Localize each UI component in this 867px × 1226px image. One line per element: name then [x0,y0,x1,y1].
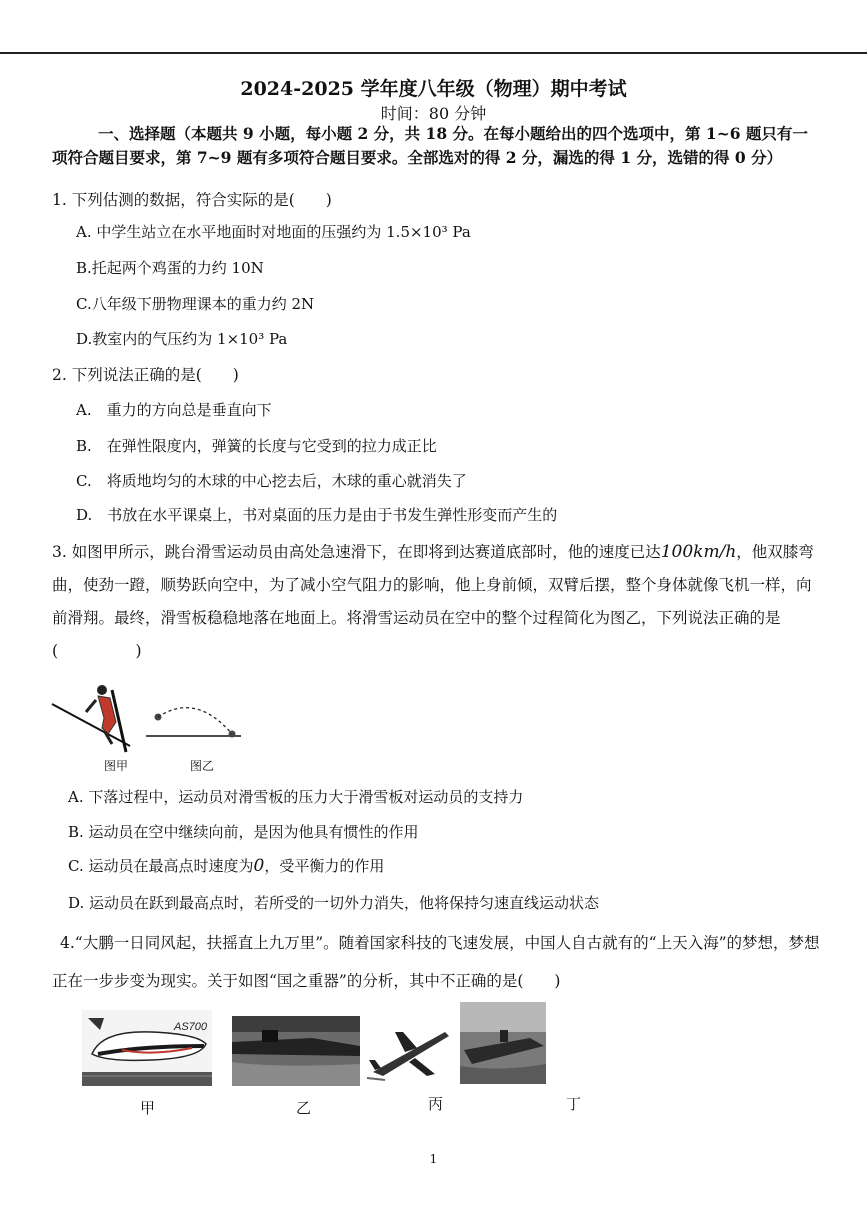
image-caption-ding: 丁 [566,1095,582,1113]
q3-option-b: B. 运动员在空中继续向前，是因为他具有惯性的作用 [68,823,419,841]
submarine-image [232,1016,360,1086]
section-instructions: 一、选择题（本题共 9 小题，每小题 2 分，共 18 分。在每小题给出的四个选项中，第 1~6 题只有一项符合题目要求，第 7~9 题有多项符合题目要求。全部选对的得 2 分，漏选的得 1 分，选错的得 0 分） [52,124,808,167]
q3-option-c-tail: ，受平衡力的作用 [264,857,385,875]
image-caption-yi: 乙 [296,1099,312,1117]
ski-jumper-figure [50,678,140,758]
image-caption-bing: 丙 [428,1095,444,1113]
q3-option-a: A. 下落过程中，运动员对滑雪板的压力大于滑雪板对运动员的支持力 [68,788,524,806]
q3-speed: 100km/h [660,542,737,562]
aircraft-carrier-image [460,1002,546,1084]
figure-b-caption: 图乙 [190,759,215,773]
seaplane-image [82,1010,212,1086]
q3-stem-part2: ，他双膝弯曲，使劲一蹬，顺势跃向空中，为了减小空气阻力的影响，他上身前倾，双臂后摆，整个身体就像飞机一样，向前滑翔。最终，滑雪板稳稳地落在地面上。将滑雪运动员在空中的整个过程简化为图乙，下列说法正确的是 [52,543,814,627]
q2-option-b: B. 在弹性限度内，弹簧的长度与它受到的拉力成正比 [76,437,437,455]
top-border-line [0,52,867,54]
exam-title: 2024-2025 学年度八年级（物理）期中考试 [240,78,627,100]
q3-answer-bracket: ( ) [52,642,142,660]
q3-stem-part1: 3. 如图甲所示，跳台滑雪运动员由高处急速滑下，在即将到达赛道底部时，他的速度已达 [52,543,661,561]
trajectory-figure [146,700,246,742]
q2-option-c: C. 将质地均匀的木球的中心挖去后，木球的重心就消失了 [76,472,467,490]
q1-option-d: D.教室内的气压约为 1×10³ Pa [76,330,288,348]
page-number: 1 [429,1152,438,1166]
q3-option-c-zero: 0 [253,856,265,876]
seaplane-logo-text: AS700 [174,1021,208,1033]
q2-option-a: A. 重力的方向总是垂直向下 [76,401,272,419]
q2-option-d: D. 书放在水平课桌上，书对桌面的压力是由于书发生弹性形变而产生的 [76,506,558,524]
q1-option-b: B.托起两个鸡蛋的力约 10N [76,259,264,277]
question-2-stem: 2. 下列说法正确的是( ) [52,366,239,384]
q1-option-c: C.八年级下册物理课本的重力约 2N [76,295,315,313]
q3-option-d: D. 运动员在跃到最高点时，若所受的一切外力消失，他将保持匀速直线运动状态 [68,894,600,912]
q3-option-c-text: C. 运动员在最高点时速度为 [68,857,254,875]
question-4-stem: 4.“大鹏一日同风起，扶摇直上九万里”。随着国家科技的飞速发展，中国人自古就有的“上天入海”的梦想，梦想正在一步步变为现实。关于如图“国之重器”的分析，其中不正确的是( ) [52,934,820,990]
q1-option-a: A. 中学生站立在水平地面时对地面的压强约为 1.5×10³ Pa [76,223,471,241]
exam-time: 时间：80 分钟 [380,104,487,123]
q3-option-c [68,855,384,876]
image-caption-jia: 甲 [140,1099,156,1117]
question-1-stem: 1. 下列估测的数据，符合实际的是( ) [52,191,332,209]
question-3-stem [52,536,822,668]
aircraft-image [365,1022,455,1084]
figure-a-caption: 图甲 [104,759,129,773]
